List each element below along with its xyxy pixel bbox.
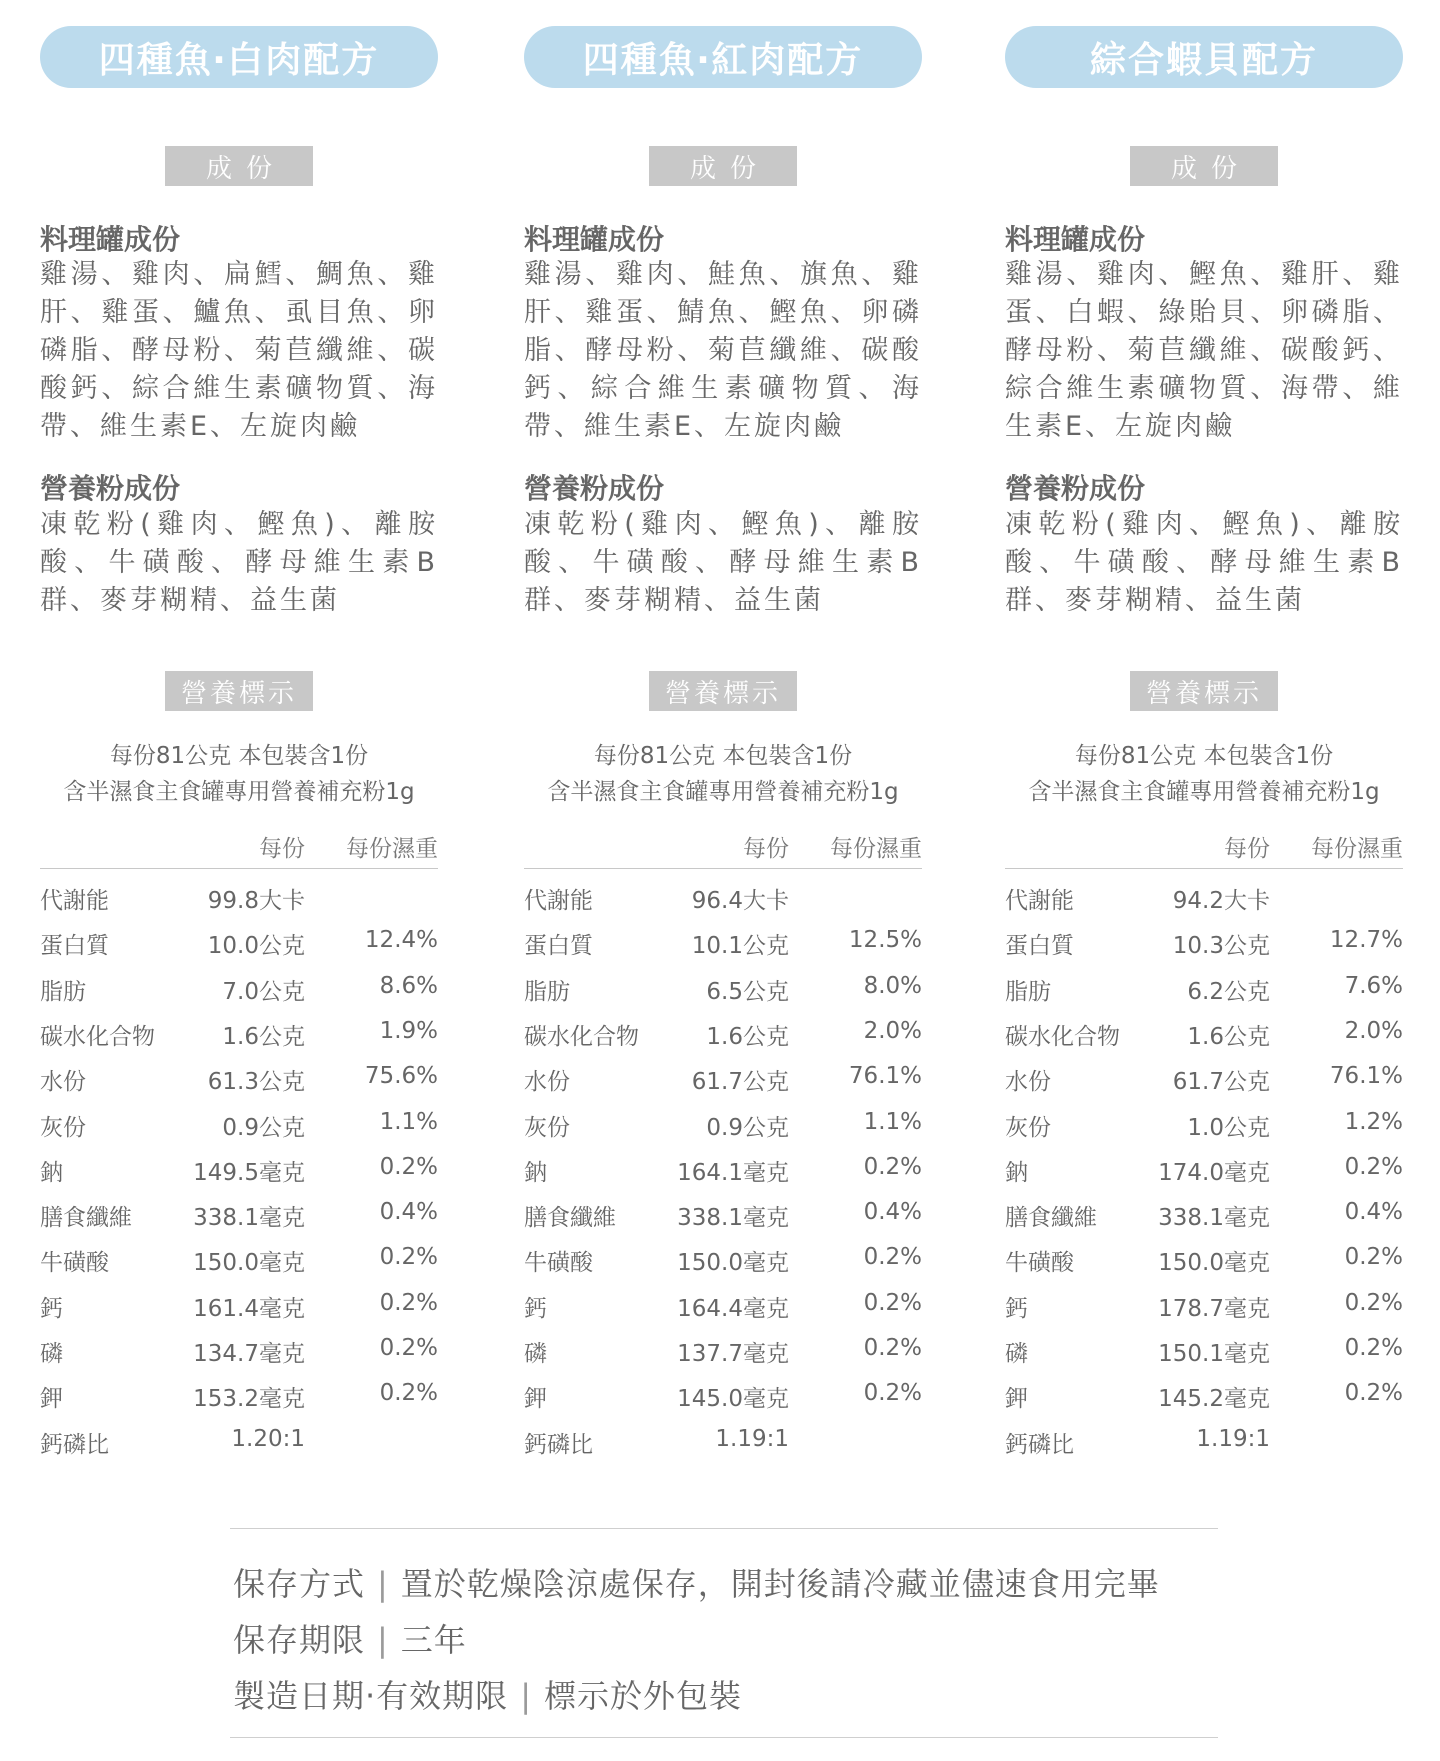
formula-title: 綜合蝦貝配方 — [1005, 26, 1403, 88]
nutrient-name: 鈣磷比 — [40, 1432, 109, 1458]
nutrient-value: 145.0毫克 — [677, 1386, 789, 1412]
nutrient-name: 脂肪 — [40, 979, 86, 1005]
header-wet-weight: 每份濕重 — [1311, 836, 1403, 862]
nutrition-row — [524, 1290, 922, 1335]
nutrient-name: 牛磺酸 — [40, 1250, 109, 1276]
nutrition-row — [1005, 1018, 1403, 1063]
nutrient-percent: 8.6% — [379, 973, 438, 999]
nutrient-percent: 0.2% — [379, 1380, 438, 1406]
nutrient-value: 61.7公克 — [691, 1069, 789, 1095]
nutrient-value: 338.1毫克 — [193, 1205, 305, 1231]
nutrition-row — [524, 1426, 922, 1471]
nutrition-label: 營養標示 — [649, 671, 797, 711]
nutrient-percent: 8.0% — [863, 973, 922, 999]
nutrition-row — [40, 1018, 438, 1063]
nutrient-value: 10.3公克 — [1172, 933, 1270, 959]
nutrition-row — [40, 1290, 438, 1335]
serving-line-1: 每份81公克 本包裝含1份 — [1074, 743, 1334, 769]
shelf-life-row — [233, 1615, 467, 1661]
nutrition-row — [40, 927, 438, 972]
can-ingredients-title: 料理罐成份 — [1005, 223, 1146, 256]
nutrient-value: 1.0公克 — [1187, 1115, 1270, 1141]
nutrient-name: 鈣 — [1005, 1296, 1028, 1322]
nutrition-row — [1005, 927, 1403, 972]
storage-method-row — [233, 1559, 1160, 1605]
serving-info — [524, 738, 922, 810]
nutrition-row — [40, 1244, 438, 1289]
nutrient-name: 牛磺酸 — [1005, 1250, 1074, 1276]
nutrient-value: 150.0毫克 — [677, 1250, 789, 1276]
nutrient-name: 膳食纖維 — [1005, 1205, 1097, 1231]
storage-label: 保存方式 — [233, 1565, 366, 1603]
separator: | — [377, 1565, 389, 1603]
storage-value: 置於乾燥陰涼處保存，開封後請冷藏並儘速食用完畢 — [400, 1565, 1160, 1603]
nutrition-row — [524, 1244, 922, 1289]
nutrient-percent: 0.2% — [379, 1154, 438, 1180]
nutrient-name: 代謝能 — [40, 888, 109, 914]
nutrient-value: 1.19:1 — [1196, 1426, 1270, 1452]
can-ingredients-title: 料理罐成份 — [524, 223, 665, 256]
nutrition-table-header — [40, 830, 438, 869]
powder-ingredients-title: 營養粉成份 — [524, 472, 665, 505]
storage-label: 保存期限 — [233, 1621, 366, 1659]
nutrition-row — [524, 1380, 922, 1425]
nutrient-value: 10.1公克 — [691, 933, 789, 959]
nutrition-row — [1005, 973, 1403, 1018]
nutrient-percent: 0.2% — [863, 1380, 922, 1406]
nutrition-row — [1005, 1199, 1403, 1244]
nutrition-row — [40, 1109, 438, 1154]
can-ingredients-text: 雞湯、雞肉、鮭魚、旗魚、雞肝、雞蛋、鯖魚、鰹魚、卵磷脂、酵母粉、菊苣纖維、碳酸鈣、綜合維生素礦物質、海帶、維生素E、左旋肉鹼 — [524, 259, 922, 442]
header-per-serving: 每份 — [1224, 836, 1270, 862]
serving-info — [40, 738, 438, 810]
nutrient-name: 鉀 — [524, 1386, 547, 1412]
nutrition-row — [40, 973, 438, 1018]
nutrient-value: 161.4毫克 — [193, 1296, 305, 1322]
nutrient-value: 164.4毫克 — [677, 1296, 789, 1322]
serving-line-2: 含半濕食主食罐專用營養補充粉1g — [63, 779, 415, 805]
nutrient-name: 水份 — [40, 1069, 86, 1095]
nutrient-percent: 0.4% — [379, 1199, 438, 1225]
nutrient-value: 150.0毫克 — [193, 1250, 305, 1276]
nutrient-name: 代謝能 — [1005, 888, 1074, 914]
nutrient-percent: 76.1% — [1329, 1063, 1403, 1089]
nutrient-value: 1.6公克 — [222, 1024, 305, 1050]
nutrient-name: 鉀 — [1005, 1386, 1028, 1412]
nutrient-percent: 2.0% — [863, 1018, 922, 1044]
nutrition-row — [40, 1426, 438, 1471]
manufacture-date-row — [233, 1671, 742, 1717]
powder-ingredients-text: 凍乾粉(雞肉、鰹魚)、離胺酸、牛磺酸、酵母維生素B群、麥芽糊精、益生菌 — [40, 509, 438, 616]
nutrition-row — [40, 1154, 438, 1199]
nutrient-name: 蛋白質 — [1005, 933, 1074, 959]
nutrition-row — [524, 1018, 922, 1063]
nutrient-name: 磷 — [40, 1341, 63, 1367]
serving-info — [1005, 738, 1403, 810]
nutrition-table-header — [524, 830, 922, 869]
separator: | — [377, 1621, 389, 1659]
nutrient-value: 338.1毫克 — [677, 1205, 789, 1231]
nutrient-name: 牛磺酸 — [524, 1250, 593, 1276]
nutrient-percent: 0.2% — [863, 1335, 922, 1361]
nutrient-percent: 12.7% — [1329, 927, 1403, 953]
nutrient-value: 153.2毫克 — [193, 1386, 305, 1412]
nutrition-row — [524, 927, 922, 972]
nutrition-row — [524, 973, 922, 1018]
nutrient-name: 脂肪 — [1005, 979, 1051, 1005]
ingredients-label-text: 成份 — [689, 153, 770, 184]
nutrient-name: 鈉 — [40, 1160, 63, 1186]
nutrient-name: 蛋白質 — [524, 933, 593, 959]
nutrient-percent: 0.2% — [863, 1290, 922, 1316]
nutrient-name: 鈣磷比 — [524, 1432, 593, 1458]
ingredients-label — [165, 146, 313, 186]
nutrient-name: 鉀 — [40, 1386, 63, 1412]
serving-line-2: 含半濕食主食罐專用營養補充粉1g — [547, 779, 899, 805]
nutrient-value: 134.7毫克 — [193, 1341, 305, 1367]
nutrient-percent: 2.0% — [1344, 1018, 1403, 1044]
ingredients-label-text: 成份 — [205, 153, 286, 184]
nutrient-percent: 1.1% — [863, 1109, 922, 1135]
nutrient-percent: 0.2% — [863, 1154, 922, 1180]
nutrient-percent: 1.2% — [1344, 1109, 1403, 1135]
nutrient-name: 磷 — [524, 1341, 547, 1367]
serving-line-1: 每份81公克 本包裝含1份 — [109, 743, 369, 769]
nutrition-row — [1005, 1154, 1403, 1199]
nutrition-row — [524, 1154, 922, 1199]
can-ingredients-title: 料理罐成份 — [40, 223, 181, 256]
nutrition-label: 營養標示 — [1130, 671, 1278, 711]
nutrient-value: 61.3公克 — [207, 1069, 305, 1095]
header-per-serving: 每份 — [259, 836, 305, 862]
nutrition-row — [40, 882, 438, 927]
nutrient-name: 鈣 — [40, 1296, 63, 1322]
nutrient-name: 鈣磷比 — [1005, 1432, 1074, 1458]
nutrient-value: 338.1毫克 — [1158, 1205, 1270, 1231]
formula-title: 四種魚‧紅肉配方 — [524, 26, 922, 88]
nutrient-name: 碳水化合物 — [524, 1024, 639, 1050]
nutrient-value: 164.1毫克 — [677, 1160, 789, 1186]
nutrition-row — [1005, 1244, 1403, 1289]
nutrient-percent: 0.2% — [1344, 1244, 1403, 1270]
separator: | — [520, 1677, 532, 1715]
nutrition-row — [1005, 1426, 1403, 1471]
nutrient-percent: 7.6% — [1344, 973, 1403, 999]
nutrient-percent: 0.2% — [379, 1244, 438, 1270]
nutrition-row — [1005, 1063, 1403, 1108]
formula-title: 四種魚‧白肉配方 — [40, 26, 438, 88]
nutrient-value: 1.6公克 — [1187, 1024, 1270, 1050]
ingredients-label-text: 成份 — [1170, 153, 1251, 184]
nutrition-row — [1005, 1109, 1403, 1154]
nutrition-row — [40, 1335, 438, 1380]
nutrient-percent: 1.9% — [379, 1018, 438, 1044]
nutrition-row — [524, 882, 922, 927]
powder-ingredients-text: 凍乾粉(雞肉、鰹魚)、離胺酸、牛磺酸、酵母維生素B群、麥芽糊精、益生菌 — [1005, 509, 1403, 616]
ingredients-label — [649, 146, 797, 186]
nutrient-percent: 0.4% — [1344, 1199, 1403, 1225]
nutrient-value: 1.19:1 — [715, 1426, 789, 1452]
nutrient-name: 碳水化合物 — [1005, 1024, 1120, 1050]
storage-info — [230, 1528, 1218, 1738]
powder-ingredients-title: 營養粉成份 — [1005, 472, 1146, 505]
nutrition-row — [524, 1063, 922, 1108]
nutrient-name: 鈉 — [1005, 1160, 1028, 1186]
nutrient-value: 178.7毫克 — [1158, 1296, 1270, 1322]
nutrient-value: 150.1毫克 — [1158, 1341, 1270, 1367]
nutrient-name: 水份 — [524, 1069, 570, 1095]
nutrition-row — [524, 1335, 922, 1380]
nutrient-percent: 0.2% — [379, 1290, 438, 1316]
nutrition-row — [1005, 1380, 1403, 1425]
header-wet-weight: 每份濕重 — [346, 836, 438, 862]
nutrient-name: 膳食纖維 — [524, 1205, 616, 1231]
storage-label: 製造日期‧有效期限 — [233, 1677, 509, 1715]
nutrition-row — [40, 1199, 438, 1244]
can-ingredients-text: 雞湯、雞肉、扁鱈、鯛魚、雞肝、雞蛋、鱸魚、虱目魚、卵磷脂、酵母粉、菊苣纖維、碳酸鈣、綜合維生素礦物質、海帶、維生素E、左旋肉鹼 — [40, 259, 438, 442]
nutrient-percent: 0.4% — [863, 1199, 922, 1225]
nutrient-name: 鈉 — [524, 1160, 547, 1186]
nutrient-percent: 0.2% — [1344, 1335, 1403, 1361]
storage-value: 三年 — [400, 1621, 467, 1659]
header-wet-weight: 每份濕重 — [830, 836, 922, 862]
nutrient-name: 鈣 — [524, 1296, 547, 1322]
nutrient-percent: 0.2% — [1344, 1380, 1403, 1406]
storage-value: 標示於外包裝 — [543, 1677, 742, 1715]
nutrient-percent: 75.6% — [364, 1063, 438, 1089]
nutrient-percent: 0.2% — [863, 1244, 922, 1270]
nutrient-value: 7.0公克 — [222, 979, 305, 1005]
nutrition-table-header — [1005, 830, 1403, 869]
nutrition-label: 營養標示 — [165, 671, 313, 711]
serving-line-2: 含半濕食主食罐專用營養補充粉1g — [1028, 779, 1380, 805]
nutrient-name: 灰份 — [524, 1115, 570, 1141]
nutrient-percent: 0.2% — [1344, 1154, 1403, 1180]
nutrition-row — [1005, 882, 1403, 927]
nutrient-name: 膳食纖維 — [40, 1205, 132, 1231]
nutrient-percent: 12.4% — [364, 927, 438, 953]
nutrition-row — [40, 1380, 438, 1425]
nutrition-row — [524, 1199, 922, 1244]
nutrient-value: 174.0毫克 — [1158, 1160, 1270, 1186]
powder-ingredients-text: 凍乾粉(雞肉、鰹魚)、離胺酸、牛磺酸、酵母維生素B群、麥芽糊精、益生菌 — [524, 509, 922, 616]
nutrient-value: 99.8大卡 — [207, 888, 305, 914]
nutrient-percent: 12.5% — [848, 927, 922, 953]
header-per-serving: 每份 — [743, 836, 789, 862]
ingredients-label — [1130, 146, 1278, 186]
nutrient-name: 蛋白質 — [40, 933, 109, 959]
nutrient-value: 6.5公克 — [706, 979, 789, 1005]
nutrient-value: 94.2大卡 — [1172, 888, 1270, 914]
nutrition-row — [1005, 1290, 1403, 1335]
can-ingredients-text: 雞湯、雞肉、鰹魚、雞肝、雞蛋、白蝦、綠貽貝、卵磷脂、酵母粉、菊苣纖維、碳酸鈣、綜合維生素礦物質、海帶、維生素E、左旋肉鹼 — [1005, 259, 1403, 442]
powder-ingredients-title: 營養粉成份 — [40, 472, 181, 505]
nutrient-value: 96.4大卡 — [691, 888, 789, 914]
nutrient-value: 61.7公克 — [1172, 1069, 1270, 1095]
nutrient-percent: 0.2% — [379, 1335, 438, 1361]
nutrient-value: 145.2毫克 — [1158, 1386, 1270, 1412]
nutrient-value: 6.2公克 — [1187, 979, 1270, 1005]
nutrient-value: 1.20:1 — [231, 1426, 305, 1452]
nutrient-value: 1.6公克 — [706, 1024, 789, 1050]
nutrient-value: 0.9公克 — [222, 1115, 305, 1141]
nutrient-name: 灰份 — [1005, 1115, 1051, 1141]
nutrition-row — [524, 1109, 922, 1154]
serving-line-1: 每份81公克 本包裝含1份 — [593, 743, 853, 769]
nutrient-name: 磷 — [1005, 1341, 1028, 1367]
nutrient-value: 10.0公克 — [207, 933, 305, 959]
nutrient-name: 灰份 — [40, 1115, 86, 1141]
nutrition-row — [40, 1063, 438, 1108]
nutrient-name: 代謝能 — [524, 888, 593, 914]
nutrient-name: 脂肪 — [524, 979, 570, 1005]
nutrient-percent: 76.1% — [848, 1063, 922, 1089]
nutrient-name: 碳水化合物 — [40, 1024, 155, 1050]
nutrient-name: 水份 — [1005, 1069, 1051, 1095]
nutrient-percent: 1.1% — [379, 1109, 438, 1135]
nutrient-value: 150.0毫克 — [1158, 1250, 1270, 1276]
nutrition-row — [1005, 1335, 1403, 1380]
nutrient-value: 149.5毫克 — [193, 1160, 305, 1186]
nutrient-value: 137.7毫克 — [677, 1341, 789, 1367]
nutrient-percent: 0.2% — [1344, 1290, 1403, 1316]
nutrient-value: 0.9公克 — [706, 1115, 789, 1141]
